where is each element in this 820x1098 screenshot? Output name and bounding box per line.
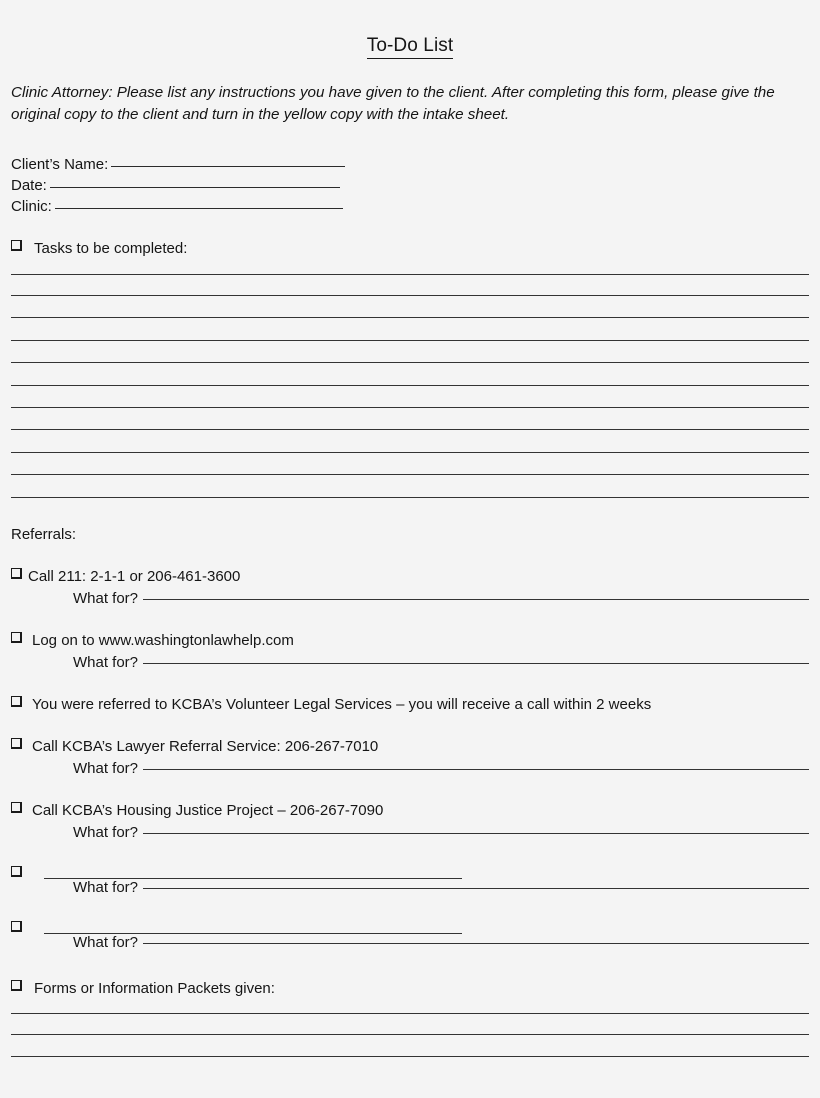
referral-label: Call KCBA’s Housing Justice Project – 206-267-7090 bbox=[32, 801, 384, 819]
checkbox-icon[interactable] bbox=[11, 568, 22, 579]
writing-line[interactable] bbox=[11, 1013, 809, 1035]
what-for-row bbox=[11, 587, 809, 609]
referral-label-row bbox=[11, 920, 809, 931]
forms-heading-row bbox=[11, 953, 809, 999]
referral-item bbox=[11, 545, 809, 609]
referral-item-blank bbox=[11, 898, 809, 953]
field-row-clinic bbox=[11, 196, 809, 217]
tasks-heading-row bbox=[11, 217, 809, 259]
checkbox-icon[interactable] bbox=[11, 240, 22, 251]
referral-label-row bbox=[11, 695, 809, 715]
referral-label-row bbox=[11, 801, 809, 821]
checkbox-icon[interactable] bbox=[11, 866, 22, 877]
checkbox-icon[interactable] bbox=[11, 980, 22, 991]
writing-line[interactable] bbox=[11, 296, 809, 318]
what-for-label: What for? bbox=[73, 878, 139, 896]
checkbox-icon[interactable] bbox=[11, 802, 22, 813]
what-for-row bbox=[11, 651, 809, 673]
client-fields bbox=[11, 125, 809, 217]
writing-line[interactable] bbox=[11, 1035, 809, 1057]
what-for-row bbox=[11, 821, 809, 843]
referral-item bbox=[11, 779, 809, 843]
what-for-input[interactable] bbox=[143, 663, 809, 664]
writing-line[interactable] bbox=[11, 408, 809, 430]
checkbox-icon[interactable] bbox=[11, 921, 22, 932]
forms-heading-label: Forms or Information Packets given: bbox=[34, 979, 275, 997]
referral-label: Log on to www.washingtonlawhelp.com bbox=[32, 631, 294, 649]
field-row-date bbox=[11, 175, 809, 196]
referral-custom-input[interactable] bbox=[44, 933, 462, 934]
writing-line[interactable] bbox=[11, 341, 809, 363]
writing-line[interactable] bbox=[11, 363, 809, 385]
referral-label-row bbox=[11, 631, 809, 651]
what-for-input[interactable] bbox=[143, 599, 809, 600]
referral-item bbox=[11, 609, 809, 673]
referral-custom-input[interactable] bbox=[44, 878, 462, 879]
clinic-input[interactable] bbox=[55, 208, 343, 209]
date-label: Date: bbox=[11, 177, 47, 194]
referrals-heading: Referrals: bbox=[11, 525, 77, 543]
referral-item bbox=[11, 715, 809, 779]
writing-line[interactable] bbox=[11, 430, 809, 452]
checkbox-icon[interactable] bbox=[11, 696, 22, 707]
referral-label-row bbox=[11, 865, 809, 876]
writing-line[interactable] bbox=[11, 475, 809, 497]
writing-line[interactable] bbox=[11, 386, 809, 408]
page-title-text: To-Do List bbox=[367, 35, 454, 59]
checkbox-icon[interactable] bbox=[11, 738, 22, 749]
writing-line[interactable] bbox=[11, 318, 809, 340]
page-title bbox=[11, 0, 809, 55]
what-for-label: What for? bbox=[73, 653, 139, 671]
referral-label: You were referred to KCBA’s Volunteer Legal Services – you will receive a call within 2 weeks bbox=[32, 695, 652, 713]
what-for-row bbox=[11, 876, 809, 898]
date-input[interactable] bbox=[50, 187, 340, 188]
what-for-input[interactable] bbox=[143, 888, 809, 889]
what-for-row bbox=[11, 931, 809, 953]
clinic-label: Clinic: bbox=[11, 198, 52, 215]
what-for-label: What for? bbox=[73, 759, 139, 777]
what-for-input[interactable] bbox=[143, 769, 809, 770]
tasks-heading-label: Tasks to be completed: bbox=[34, 240, 188, 257]
writing-line[interactable] bbox=[11, 453, 809, 475]
referral-label-row bbox=[11, 737, 809, 757]
forms-writing-lines bbox=[11, 999, 809, 1057]
writing-line[interactable] bbox=[11, 274, 809, 296]
referral-label-row bbox=[11, 567, 809, 587]
referral-item-blank bbox=[11, 843, 809, 898]
instructions-paragraph: Clinic Attorney: Please list any instructions you have given to the client. After completing this form, please give the original copy to the client and turn in the yellow copy with the intake sheet. bbox=[11, 84, 775, 123]
tasks-writing-lines bbox=[11, 259, 809, 498]
field-row-client-name bbox=[11, 154, 809, 175]
client-name-input[interactable] bbox=[111, 166, 345, 167]
what-for-label: What for? bbox=[73, 933, 139, 951]
what-for-label: What for? bbox=[73, 589, 139, 607]
what-for-row bbox=[11, 757, 809, 779]
what-for-label: What for? bbox=[73, 823, 139, 841]
referral-label: Call KCBA’s Lawyer Referral Service: 206-267-7010 bbox=[32, 737, 379, 755]
client-name-label: Client’s Name: bbox=[11, 156, 109, 173]
referral-label: Call 211: 2-1-1 or 206-461-3600 bbox=[28, 567, 241, 585]
referral-item bbox=[11, 673, 809, 715]
checkbox-icon[interactable] bbox=[11, 632, 22, 643]
what-for-input[interactable] bbox=[143, 833, 809, 834]
what-for-input[interactable] bbox=[143, 943, 809, 944]
